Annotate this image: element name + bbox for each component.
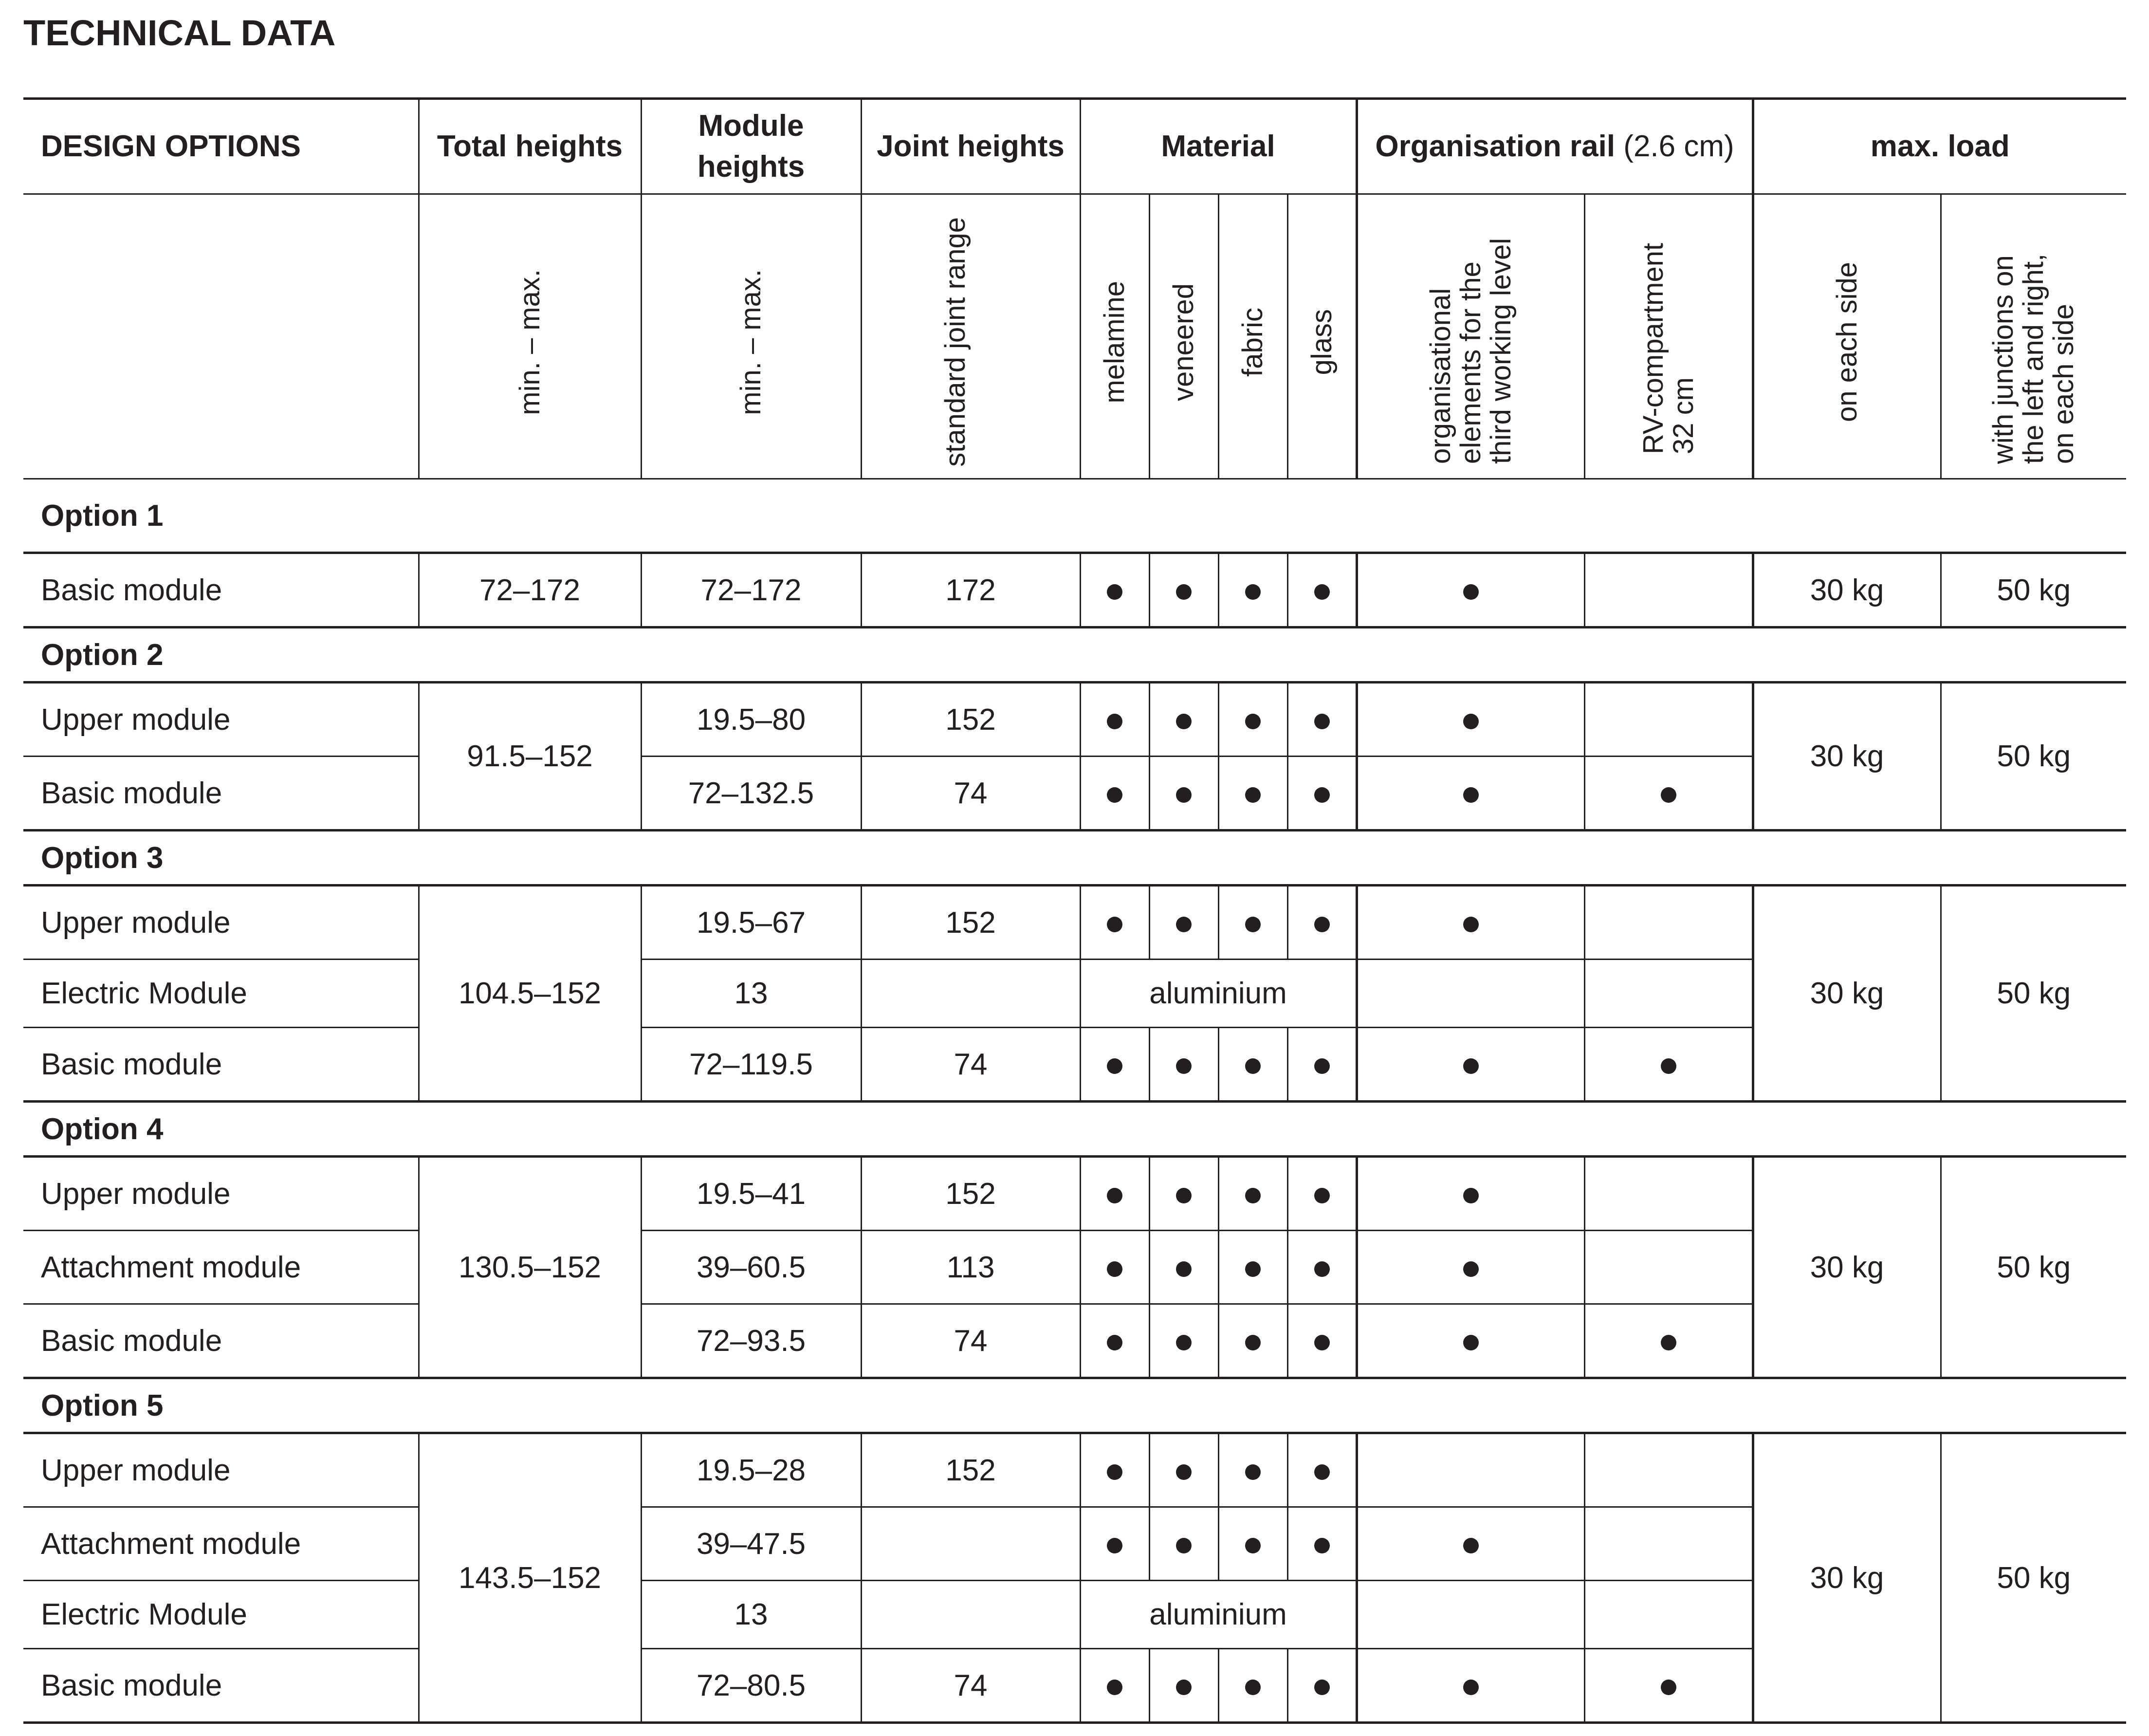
available-dot-icon <box>1463 1680 1479 1695</box>
rv-compartment-cell <box>1584 757 1753 831</box>
module-height: 19.5–80 <box>641 683 861 757</box>
material-glass-cell <box>1287 757 1357 831</box>
available-dot-icon <box>1245 917 1261 932</box>
module-height: 72–172 <box>641 553 861 628</box>
subheader-each-side <box>1753 194 1941 479</box>
material-glass-cell <box>1287 1304 1357 1378</box>
org-elements-cell <box>1357 553 1584 628</box>
material-fabric-cell <box>1218 886 1287 960</box>
material-melamine-cell <box>1080 1028 1149 1102</box>
module-height: 72–132.5 <box>641 757 861 831</box>
material-melamine-cell <box>1080 1507 1149 1581</box>
subheader-rv-compartment-text: RV-compartment 32 cm <box>1637 242 1699 454</box>
module-name: Basic module <box>23 1028 419 1102</box>
available-dot-icon <box>1245 1464 1261 1480</box>
material-veneered-cell <box>1149 1157 1218 1231</box>
header-max-load: max. load <box>1753 99 2126 194</box>
option-heading-row <box>23 628 2126 683</box>
table-row <box>23 553 2126 628</box>
available-dot-icon <box>1314 1335 1330 1350</box>
material-melamine-cell <box>1080 1304 1149 1378</box>
available-dot-icon <box>1463 1261 1479 1277</box>
material-glass-cell <box>1287 886 1357 960</box>
material-veneered-cell <box>1149 683 1218 757</box>
subheader-module-range <box>641 194 861 479</box>
load-with-junctions: 50 kg <box>1941 1157 2126 1378</box>
header-material: Material <box>1080 99 1357 194</box>
subheader-glass <box>1287 194 1357 479</box>
available-dot-icon <box>1463 1538 1479 1553</box>
material-fabric-cell <box>1218 683 1287 757</box>
rv-compartment-cell <box>1584 1231 1753 1304</box>
module-name: Attachment module <box>23 1507 419 1581</box>
total-height: 72–172 <box>419 553 641 628</box>
subheader-row <box>23 194 2126 479</box>
joint-height <box>861 1581 1080 1649</box>
org-elements-cell <box>1357 683 1584 757</box>
rv-compartment-cell <box>1584 1433 1753 1507</box>
available-dot-icon <box>1661 1058 1676 1074</box>
org-elements-cell <box>1357 1433 1584 1507</box>
available-dot-icon <box>1107 1464 1122 1480</box>
joint-height: 172 <box>861 553 1080 628</box>
joint-height: 152 <box>861 1433 1080 1507</box>
joint-height: 152 <box>861 886 1080 960</box>
available-dot-icon <box>1245 1058 1261 1074</box>
material-glass-cell <box>1287 1028 1357 1102</box>
available-dot-icon <box>1314 1464 1330 1480</box>
material-veneered-cell <box>1149 1649 1218 1723</box>
material-veneered-cell <box>1149 553 1218 628</box>
option-label: Option 1 <box>23 479 2126 553</box>
option-heading-row <box>23 1378 2126 1433</box>
rv-compartment-cell <box>1584 960 1753 1028</box>
module-height: 72–80.5 <box>641 1649 861 1723</box>
subheader-total-range <box>419 194 641 479</box>
available-dot-icon <box>1245 1538 1261 1553</box>
header-organisation-rail <box>1357 99 1753 194</box>
header-organisation-rail-label: Organisation rail <box>1375 129 1616 163</box>
technical-data-table <box>23 97 2126 1724</box>
load-each-side: 30 kg <box>1753 886 1941 1102</box>
available-dot-icon <box>1245 1335 1261 1350</box>
subheader-rv-compartment <box>1584 194 1753 479</box>
material-melamine-cell <box>1080 886 1149 960</box>
material-text: aluminium <box>1080 960 1357 1028</box>
material-veneered-cell <box>1149 1231 1218 1304</box>
material-melamine-cell <box>1080 1157 1149 1231</box>
subheader-joint-range-text: standard joint range <box>939 217 971 467</box>
material-fabric-cell <box>1218 1231 1287 1304</box>
table-row <box>23 886 2126 960</box>
available-dot-icon <box>1107 1335 1122 1350</box>
available-dot-icon <box>1314 714 1330 729</box>
rv-compartment-cell <box>1584 683 1753 757</box>
material-fabric-cell <box>1218 757 1287 831</box>
module-name: Upper module <box>23 1157 419 1231</box>
material-veneered-cell <box>1149 1028 1218 1102</box>
available-dot-icon <box>1463 1188 1479 1203</box>
joint-height: 152 <box>861 683 1080 757</box>
material-veneered-cell <box>1149 757 1218 831</box>
material-glass-cell <box>1287 683 1357 757</box>
load-with-junctions: 50 kg <box>1941 1433 2126 1723</box>
module-height: 19.5–28 <box>641 1433 861 1507</box>
org-elements-cell <box>1357 1028 1584 1102</box>
available-dot-icon <box>1463 1335 1479 1350</box>
header-joint-heights: Joint heights <box>861 99 1080 194</box>
available-dot-icon <box>1107 1680 1122 1695</box>
available-dot-icon <box>1661 787 1676 803</box>
header-module-heights: Module heights <box>641 99 861 194</box>
option-heading-row <box>23 831 2126 886</box>
available-dot-icon <box>1176 917 1192 932</box>
available-dot-icon <box>1107 917 1122 932</box>
available-dot-icon <box>1463 584 1479 600</box>
material-fabric-cell <box>1218 1028 1287 1102</box>
joint-height <box>861 1507 1080 1581</box>
rv-compartment-cell <box>1584 1304 1753 1378</box>
option-heading-row <box>23 1102 2126 1157</box>
header-row <box>23 99 2126 194</box>
available-dot-icon <box>1314 1538 1330 1553</box>
available-dot-icon <box>1107 1538 1122 1553</box>
rv-compartment-cell <box>1584 886 1753 960</box>
material-melamine-cell <box>1080 757 1149 831</box>
available-dot-icon <box>1314 1261 1330 1277</box>
module-name: Upper module <box>23 886 419 960</box>
available-dot-icon <box>1314 917 1330 932</box>
module-height: 72–119.5 <box>641 1028 861 1102</box>
load-with-junctions: 50 kg <box>1941 886 2126 1102</box>
available-dot-icon <box>1176 1464 1192 1480</box>
available-dot-icon <box>1314 1058 1330 1074</box>
total-height: 104.5–152 <box>419 886 641 1102</box>
load-each-side: 30 kg <box>1753 1433 1941 1723</box>
available-dot-icon <box>1314 584 1330 600</box>
material-fabric-cell <box>1218 1649 1287 1723</box>
material-glass-cell <box>1287 1507 1357 1581</box>
available-dot-icon <box>1245 1680 1261 1695</box>
module-name: Electric Module <box>23 1581 419 1649</box>
joint-height: 113 <box>861 1231 1080 1304</box>
load-with-junctions: 50 kg <box>1941 553 2126 628</box>
joint-height: 74 <box>861 1304 1080 1378</box>
option-label: Option 2 <box>23 628 2126 683</box>
total-height: 143.5–152 <box>419 1433 641 1723</box>
table-row <box>23 683 2126 757</box>
header-design-options: DESIGN OPTIONS <box>23 99 419 194</box>
org-elements-cell <box>1357 886 1584 960</box>
page-title: TECHNICAL DATA <box>23 13 336 53</box>
material-veneered-cell <box>1149 1433 1218 1507</box>
subheader-melamine-text: melamine <box>1099 280 1130 404</box>
available-dot-icon <box>1176 1335 1192 1350</box>
material-fabric-cell <box>1218 1507 1287 1581</box>
load-with-junctions: 50 kg <box>1941 683 2126 831</box>
org-elements-cell <box>1357 1304 1584 1378</box>
available-dot-icon <box>1463 714 1479 729</box>
available-dot-icon <box>1107 1058 1122 1074</box>
rv-compartment-cell <box>1584 1581 1753 1649</box>
total-height: 130.5–152 <box>419 1157 641 1378</box>
module-name: Basic module <box>23 1304 419 1378</box>
module-height: 19.5–67 <box>641 886 861 960</box>
module-height: 13 <box>641 1581 861 1649</box>
module-height: 39–60.5 <box>641 1231 861 1304</box>
module-height: 13 <box>641 960 861 1028</box>
subheader-each-side-text: on each side <box>1831 262 1863 422</box>
joint-height <box>861 960 1080 1028</box>
header-organisation-rail-size: (2.6 cm) <box>1623 129 1734 163</box>
table-row <box>23 1433 2126 1507</box>
material-fabric-cell <box>1218 1304 1287 1378</box>
available-dot-icon <box>1463 787 1479 803</box>
available-dot-icon <box>1245 1261 1261 1277</box>
available-dot-icon <box>1463 917 1479 932</box>
org-elements-cell <box>1357 757 1584 831</box>
subheader-junctions-text: with junctions on the left and right, on each side <box>1987 253 2080 464</box>
org-elements-cell <box>1357 1231 1584 1304</box>
material-veneered-cell <box>1149 1507 1218 1581</box>
available-dot-icon <box>1107 787 1122 803</box>
subheader-glass-text: glass <box>1305 309 1338 375</box>
available-dot-icon <box>1107 714 1122 729</box>
material-text: aluminium <box>1080 1581 1357 1649</box>
subheader-fabric-text: fabric <box>1237 307 1268 377</box>
available-dot-icon <box>1176 1538 1192 1553</box>
option-label: Option 4 <box>23 1102 2126 1157</box>
material-glass-cell <box>1287 1433 1357 1507</box>
material-melamine-cell <box>1080 1433 1149 1507</box>
module-height: 19.5–41 <box>641 1157 861 1231</box>
module-name: Electric Module <box>23 960 419 1028</box>
material-veneered-cell <box>1149 886 1218 960</box>
module-height: 39–47.5 <box>641 1507 861 1581</box>
material-glass-cell <box>1287 1231 1357 1304</box>
available-dot-icon <box>1176 787 1192 803</box>
available-dot-icon <box>1245 1188 1261 1203</box>
available-dot-icon <box>1176 714 1192 729</box>
available-dot-icon <box>1176 1680 1192 1695</box>
joint-height: 74 <box>861 1649 1080 1723</box>
module-name: Basic module <box>23 757 419 831</box>
available-dot-icon <box>1176 584 1192 600</box>
available-dot-icon <box>1176 1188 1192 1203</box>
subheader-org-elements-text: organisational elements for the third working level <box>1424 238 1517 464</box>
module-name: Basic module <box>23 1649 419 1723</box>
available-dot-icon <box>1107 1188 1122 1203</box>
available-dot-icon <box>1176 1261 1192 1277</box>
subheader-module-range-text: min. – max. <box>735 269 767 415</box>
available-dot-icon <box>1463 1058 1479 1074</box>
org-elements-cell <box>1357 1649 1584 1723</box>
table-row <box>23 1157 2126 1231</box>
material-fabric-cell <box>1218 1433 1287 1507</box>
rv-compartment-cell <box>1584 553 1753 628</box>
load-each-side: 30 kg <box>1753 1157 1941 1378</box>
total-height: 91.5–152 <box>419 683 641 831</box>
available-dot-icon <box>1245 787 1261 803</box>
material-melamine-cell <box>1080 1231 1149 1304</box>
material-glass-cell <box>1287 553 1357 628</box>
available-dot-icon <box>1245 714 1261 729</box>
material-glass-cell <box>1287 1157 1357 1231</box>
available-dot-icon <box>1107 1261 1122 1277</box>
joint-height: 74 <box>861 1028 1080 1102</box>
subheader-fabric <box>1218 194 1287 479</box>
material-fabric-cell <box>1218 1157 1287 1231</box>
rv-compartment-cell <box>1584 1157 1753 1231</box>
load-each-side: 30 kg <box>1753 553 1941 628</box>
subheader-veneered-text: veneered <box>1168 283 1199 401</box>
module-name: Upper module <box>23 683 419 757</box>
available-dot-icon <box>1245 584 1261 600</box>
rv-compartment-cell <box>1584 1507 1753 1581</box>
org-elements-cell <box>1357 960 1584 1028</box>
module-name: Basic module <box>23 553 419 628</box>
module-name: Upper module <box>23 1433 419 1507</box>
material-veneered-cell <box>1149 1304 1218 1378</box>
available-dot-icon <box>1176 1058 1192 1074</box>
available-dot-icon <box>1107 584 1122 600</box>
joint-height: 152 <box>861 1157 1080 1231</box>
available-dot-icon <box>1314 787 1330 803</box>
org-elements-cell <box>1357 1157 1584 1231</box>
subheader-blank <box>23 194 419 479</box>
available-dot-icon <box>1661 1335 1676 1350</box>
subheader-junctions <box>1941 194 2126 479</box>
material-melamine-cell <box>1080 553 1149 628</box>
header-total-heights: Total heights <box>419 99 641 194</box>
rv-compartment-cell <box>1584 1649 1753 1723</box>
material-fabric-cell <box>1218 553 1287 628</box>
org-elements-cell <box>1357 1507 1584 1581</box>
material-melamine-cell <box>1080 1649 1149 1723</box>
option-heading-row <box>23 479 2126 553</box>
module-height: 72–93.5 <box>641 1304 861 1378</box>
material-melamine-cell <box>1080 683 1149 757</box>
available-dot-icon <box>1314 1188 1330 1203</box>
subheader-melamine <box>1080 194 1149 479</box>
org-elements-cell <box>1357 1581 1584 1649</box>
load-each-side: 30 kg <box>1753 683 1941 831</box>
material-glass-cell <box>1287 1649 1357 1723</box>
available-dot-icon <box>1314 1680 1330 1695</box>
rv-compartment-cell <box>1584 1028 1753 1102</box>
subheader-total-range-text: min. – max. <box>514 269 546 415</box>
subheader-veneered <box>1149 194 1218 479</box>
option-label: Option 3 <box>23 831 2126 886</box>
available-dot-icon <box>1661 1680 1676 1695</box>
module-name: Attachment module <box>23 1231 419 1304</box>
subheader-org-elements <box>1357 194 1584 479</box>
subheader-joint-range <box>861 194 1080 479</box>
joint-height: 74 <box>861 757 1080 831</box>
option-label: Option 5 <box>23 1378 2126 1433</box>
